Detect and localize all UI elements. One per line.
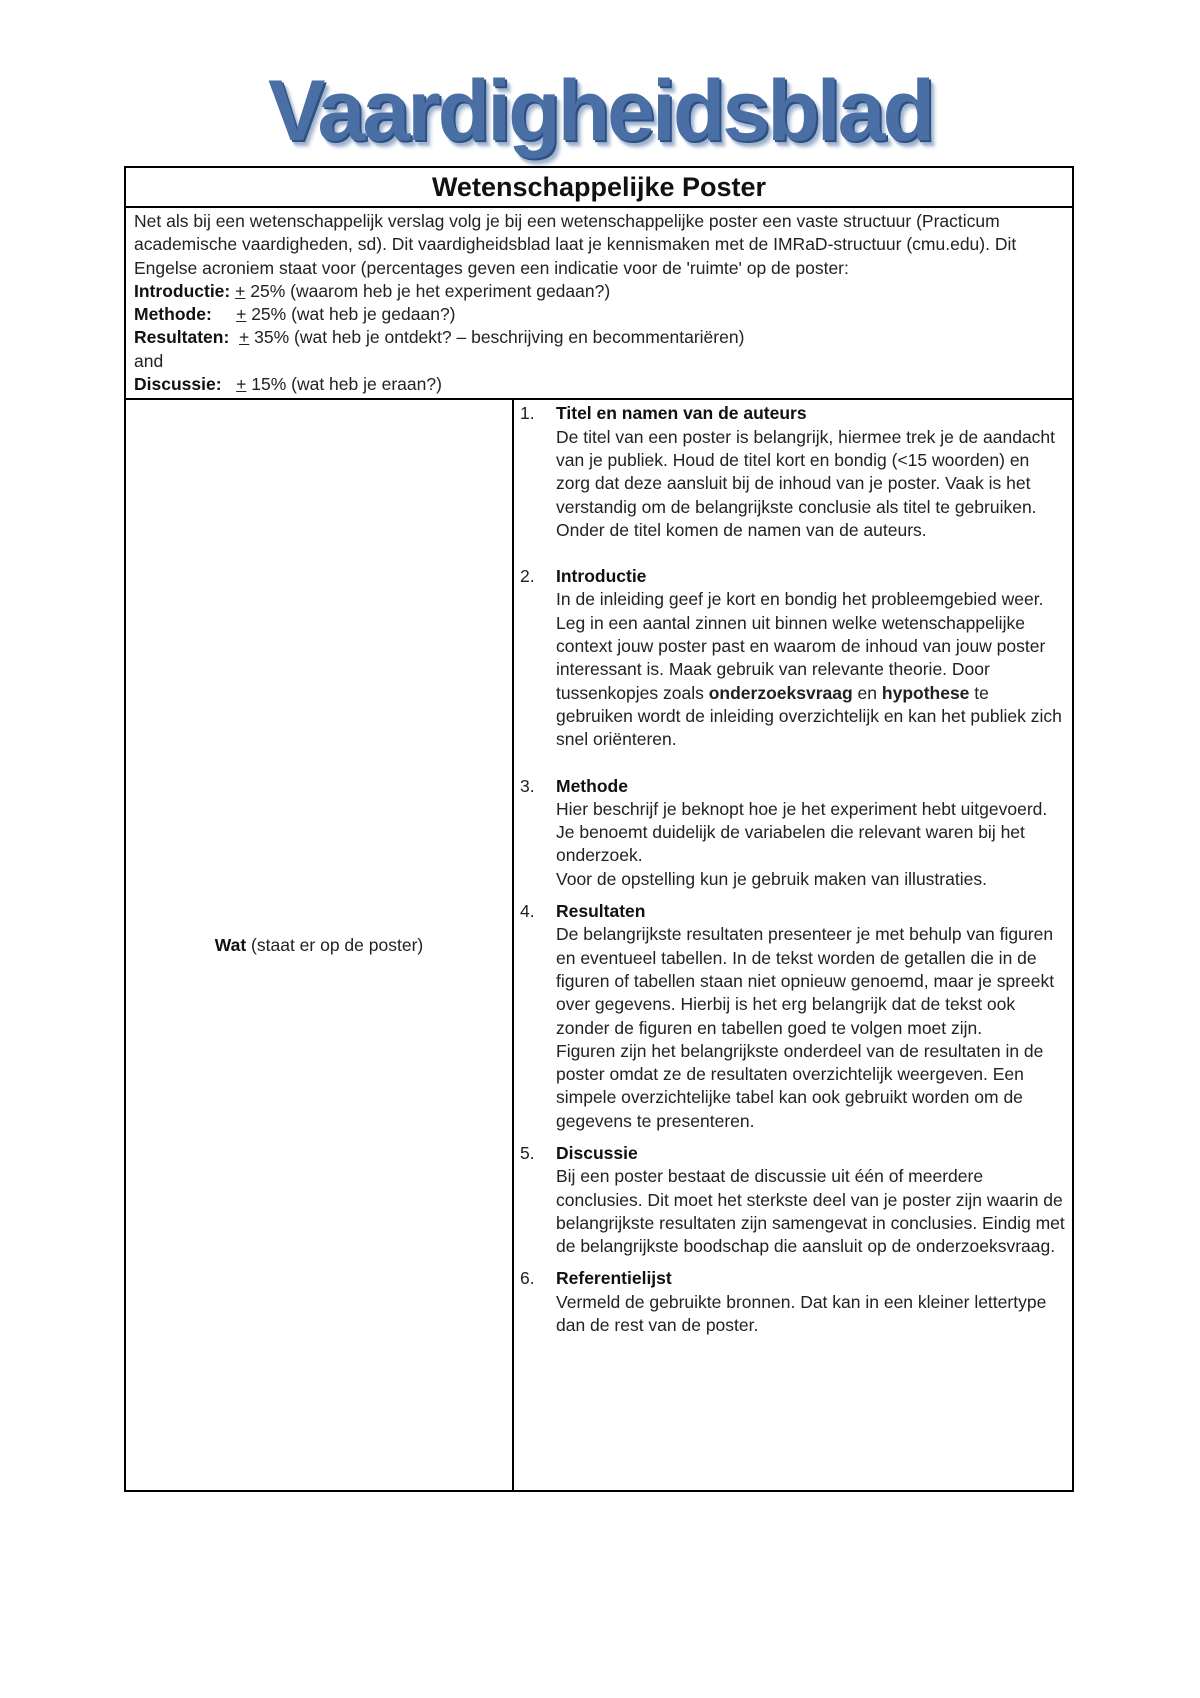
list-item-titel: 1. Titel en namen van de auteurs De titel van een poster is belangrijk, hiermee trek je de aandacht van je publiek. Houd de titel kort en bondig (<15 woorden) en zorg dat deze aansluit bij de inhoud van je poster. Vaak is het verstandig om de belangrijkste conclusie als titel te gebruiken. Onder de titel komen de namen van de auteurs. — [520, 402, 1066, 542]
item-text: Hier beschrijf je beknopt hoe je het experiment hebt uitgevoerd. Je benoemt duidelijk de variabelen die relevant waren bij het onderzoek. — [556, 798, 1048, 866]
item-text: De titel van een poster is belangrijk, hiermee trek je de aandacht van je publiek. Houd de titel kort en bondig (<15 woorden) en zorg dat deze aansluit bij de inhoud van je poster. Vaak is het verstandig om de belangrijkste conclusie als titel te gebruiken. — [556, 426, 1056, 517]
intro-row-resultaten: Resultaten: + 35% (wat heb je ontdekt? – beschrijving en becommentariëren) — [134, 327, 745, 348]
intro-and: and — [134, 350, 164, 371]
intro-row-introductie: Introductie: + 25% (waarom heb je het experiment gedaan?) — [134, 280, 611, 301]
list-item-methode: 3. Methode Hier beschrijf je beknopt hoe je het experiment hebt uitgevoerd. Je benoemt duidelijk de variabelen die relevant waren bij het onderzoek. Voor de opstelling kun je gebruik maken van illustraties. — [520, 775, 1066, 891]
item-heading: Introductie — [556, 566, 647, 587]
item-text: Vermeld de gebruikte bronnen. Dat kan in een kleiner lettertype dan de rest van de poster. — [556, 1291, 1047, 1336]
intro-row-discussie: Discussie: + 15% (wat heb je eraan?) — [134, 374, 442, 395]
list-item-discussie: 5. Discussie Bij een poster bestaat de discussie uit één of meerdere conclusies. Dit moet het sterkste deel van je poster zijn waarin de belangrijkste resultaten zijn samengevat in conclusies. Eindig met de belangrijkste boodschap die aansluit op de onderzoeksvraag. — [520, 1142, 1066, 1258]
item-heading: Titel en namen van de auteurs — [556, 403, 807, 424]
item-heading: Methode — [556, 775, 628, 796]
list-item-introductie: 2. Introductie In de inleiding geef je kort en bondig het probleemgebied weer. Leg in een aantal zinnen uit binnen welke wetenschappelijke context jouw poster past en waarom de inhoud van jouw poster interessant is. Maak gebruik van relevante theorie. Door tussenkopjes zoals onderzoeksvraag en hypothese te gebruiken wordt de inleiding overzichtelijk en kan het publiek zich snel oriënteren. — [520, 565, 1066, 751]
item-text: Figuren zijn het belangrijkste onderdeel van de resultaten in de poster omdat ze de resultaten overzichtelijk weergeven. Een simpele overzichtelijke tabel kan ook gebruikt worden om de gegevens te presenteren. — [556, 1040, 1044, 1131]
item-text: Onder de titel komen de namen van de auteurs. — [556, 519, 927, 540]
left-cell-label: Wat (staat er op de poster) — [126, 400, 514, 1490]
list-item-referentielijst: 6. Referentielijst Vermeld de gebruikte bronnen. Dat kan in een kleiner lettertype dan de rest van de poster. — [520, 1267, 1066, 1337]
content-row — [126, 400, 1072, 1490]
item-text: Voor de opstelling kun je gebruik maken van illustraties. — [556, 868, 987, 889]
intro-row-methode: Methode: + 25% (wat heb je gedaan?) — [134, 304, 456, 325]
item-heading: Discussie — [556, 1142, 638, 1163]
page-banner: Vaardigheidsblad — [267, 63, 933, 159]
item-text: De belangrijkste resultaten presenteer je met behulp van figuren en eventueel tabellen. In de tekst worden de getallen die in de figuren of tabellen staan niet opnieuw genoemd, maar je spreekt over gegevens. Hierbij is het erg belangrijk dat de tekst ook zonder de figuren en tabellen goed te volgen moet zijn. — [556, 924, 1055, 1038]
item-heading: Referentielijst — [556, 1268, 672, 1289]
intro-paragraph: Net als bij een wetenschappelijk verslag volg je bij een wetenschappelijke poster een vaste structuur (Practicum academische vaardigheden, sd). Dit vaardigheidsblad laat je kennismaken met de IMRaD-structuur (cmu.edu). Dit Engelse acroniem staat voor (percentages geven een indicatie voor de 'ruimte' op de poster: — [134, 211, 1017, 278]
section-list — [514, 400, 1072, 1490]
item-text: In de inleiding geef je kort en bondig het probleemgebied weer. Leg in een aantal zinnen uit binnen welke wetenschappelijke context jouw poster past en waarom de inhoud van jouw poster interessant is. Maak gebruik van relevante theorie. Door tussenkopjes zoals onderzoeksvraag en hypothese te gebruiken wordt de inleiding overzichtelijk en kan het publiek zich snel oriënteren. — [556, 589, 1062, 750]
item-text: Bij een poster bestaat de discussie uit één of meerdere conclusies. Dit moet het sterkste deel van je poster zijn waarin de belangrijkste resultaten zijn samengevat in conclusies. Eindig met de belangrijkste boodschap die aansluit op de onderzoeksvraag. — [556, 1166, 1065, 1257]
document-title: Wetenschappelijke Poster — [126, 168, 1072, 208]
list-item-resultaten: 4. Resultaten De belangrijkste resultaten presenteer je met behulp van figuren en eventueel tabellen. In de tekst worden de getallen die in de figuren of tabellen staan niet opnieuw genoemd, maar je spreekt over gegevens. Hierbij is het erg belangrijk dat de tekst ook zonder de figuren en tabellen goed te volgen moet zijn. Figuren zijn het belangrijkste onderdeel van de resultaten in de poster omdat ze de resultaten overzichtelijk weergeven. Een simpele overzichtelijke tabel kan ook gebruikt worden om de gegevens te presenteren. — [520, 900, 1066, 1133]
intro-cell — [126, 208, 1072, 400]
skills-sheet-table — [124, 166, 1074, 1492]
item-heading: Resultaten — [556, 901, 646, 922]
